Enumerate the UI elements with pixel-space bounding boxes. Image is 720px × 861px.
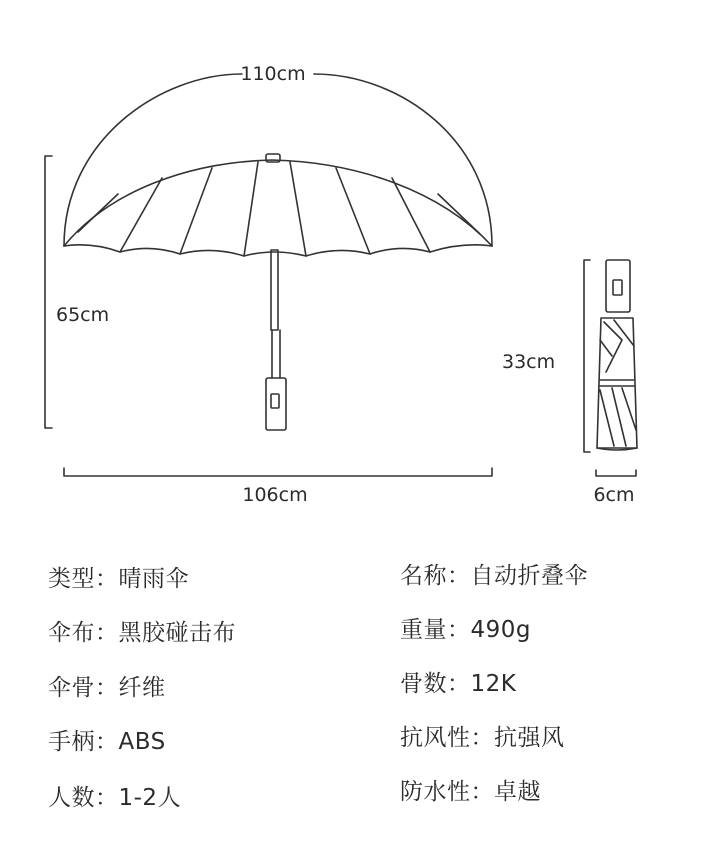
width-bracket — [64, 468, 492, 476]
spec-label: 伞骨： — [48, 675, 119, 701]
spec-value: 晴雨伞 — [118, 566, 189, 592]
spec-label: 手柄： — [48, 729, 119, 755]
shaft-lower — [272, 330, 280, 378]
spec-value: 抗强风 — [494, 725, 565, 751]
spec-value: 纤维 — [118, 675, 166, 701]
folded-umbrella-icon — [597, 260, 637, 450]
folded-length-label: 33cm — [502, 351, 556, 373]
folded-pleats — [600, 320, 636, 446]
height-label: 65cm — [56, 304, 110, 326]
spec-row-handle — [48, 723, 166, 756]
spec-row-waterproof — [400, 773, 541, 806]
spec-row-capacity — [48, 779, 181, 812]
spec-row-ribs — [400, 665, 516, 698]
canopy-ribs — [78, 162, 480, 256]
folded-body — [597, 318, 637, 448]
width-label: 106cm — [242, 484, 308, 506]
spec-row-fabric — [48, 614, 236, 647]
spec-label: 防水性： — [400, 779, 494, 805]
span-label: 110cm — [240, 63, 306, 85]
spec-label: 抗风性： — [400, 725, 494, 751]
spec-row-name — [400, 557, 588, 590]
spec-row-weight — [400, 611, 531, 644]
height-bracket — [45, 156, 52, 428]
handle-button — [271, 394, 279, 408]
folded-button — [613, 280, 622, 295]
spec-value: 12K — [470, 671, 517, 697]
spec-value: 490g — [470, 617, 531, 643]
spec-row-wind — [400, 719, 565, 752]
shaft — [271, 250, 278, 330]
spec-value: 黑胶碰击布 — [118, 620, 236, 646]
canopy-top — [64, 160, 492, 246]
folded-width-label: 6cm — [593, 484, 635, 506]
spec-value: 自动折叠伞 — [470, 563, 588, 589]
handle — [266, 378, 286, 430]
spec-label: 人数： — [48, 785, 119, 811]
spec-value: 1-2人 — [118, 785, 182, 811]
spec-label: 重量： — [400, 617, 471, 643]
spec-label: 伞布： — [48, 620, 119, 646]
spec-row-frame — [48, 669, 166, 702]
spec-value: ABS — [118, 729, 166, 755]
spec-label: 名称： — [400, 563, 471, 589]
spec-row-type — [48, 560, 189, 593]
spec-label: 类型： — [48, 566, 119, 592]
open-umbrella-icon — [64, 74, 492, 430]
folded-handle — [606, 260, 630, 312]
folded-length-bracket — [584, 260, 590, 452]
spec-value: 卓越 — [494, 779, 541, 805]
spec-label: 骨数： — [400, 671, 471, 697]
folded-width-bracket — [596, 470, 636, 476]
